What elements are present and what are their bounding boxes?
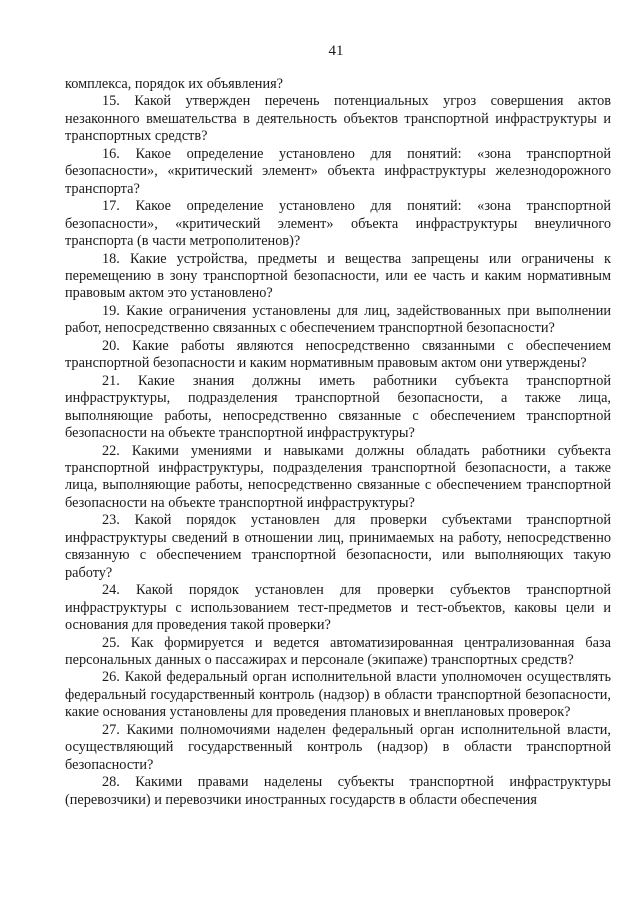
- question-22: 22. Какими умениями и навыками должны обладать работники субъекта транспортной инфраструктуры, подразделения транспортной безопасности, а также лица, выполняющие работы, непосредственно связанные с обеспечением транспортной безопасности на объекте транспортной инфраструктуры?: [65, 442, 611, 511]
- question-16: 16. Какое определение установлено для понятий: «зона транспортной безопасности», «критический элемент» объекта инфраструктуры железнодорожного транспорта?: [65, 145, 611, 197]
- question-23: 23. Какой порядок установлен для проверки субъектами транспортной инфраструктуры сведений в отношении лиц, принимаемых на работу, непосредственно связанную с обеспечением транспортной безопасности, или выполняющих такую работу?: [65, 512, 611, 581]
- question-18: 18. Какие устройства, предметы и вещества запрещены или ограничены к перемещению в зону транспортной безопасности, или ее часть и каким нормативным правовым актом это установлено?: [65, 250, 611, 302]
- question-24: 24. Какой порядок установлен для проверки субъектов транспортной инфраструктуры с использованием тест-предметов и тест-объектов, каковы цели и основания для проведения такой проверки?: [65, 582, 611, 634]
- question-17: 17. Какое определение установлено для понятий: «зона транспортной безопасности», «критический элемент» объекта инфраструктуры внеуличного транспорта (в части метрополитенов)?: [65, 198, 611, 250]
- question-20: 20. Какие работы являются непосредственно связанными с обеспечением транспортной безопасности и каким нормативным правовым актом они утверждены?: [65, 337, 611, 372]
- question-28: 28. Какими правами наделены субъекты транспортной инфраструктуры (перевозчики) и перевозчики иностранных государств в области обеспечения: [65, 774, 611, 808]
- page-number: 41: [328, 43, 344, 59]
- question-25: 25. Как формируется и ведется автоматизированная централизованная база персональных данных о пассажирах и персонале (экипаже) транспортных средств?: [65, 634, 611, 668]
- question-27: 27. Какими полномочиями наделен федеральный орган исполнительной власти, осуществляющий государственный контроль (надзор) в области транспортной безопасности?: [65, 721, 611, 773]
- document-body: [65, 76, 611, 809]
- question-21: 21. Какие знания должны иметь работники субъекта транспортной инфраструктуры, подразделения транспортной безопасности, а также лица, выполняющие работы, непосредственно связанные с обеспечением транспортной безопасности на объекте транспортной инфраструктуры?: [65, 372, 611, 442]
- paragraph-continuation: комплекса, порядок их объявления?: [65, 76, 284, 92]
- question-19: 19. Какие ограничения установлены для лиц, задействованных при выполнении работ, непосредственно связанных с обеспечением транспортной безопасности?: [65, 302, 611, 337]
- question-15: 15. Какой утвержден перечень потенциальных угроз совершения актов незаконного вмешательства в деятельность объектов транспортной инфраструктуры и транспортных средств?: [65, 93, 611, 145]
- question-26: 26. Какой федеральный орган исполнительной власти уполномочен осуществлять федеральный государственный контроль (надзор) в области транспортной безопасности, какие основания установлены для проведения плановых и внеплановых проверок?: [65, 669, 611, 721]
